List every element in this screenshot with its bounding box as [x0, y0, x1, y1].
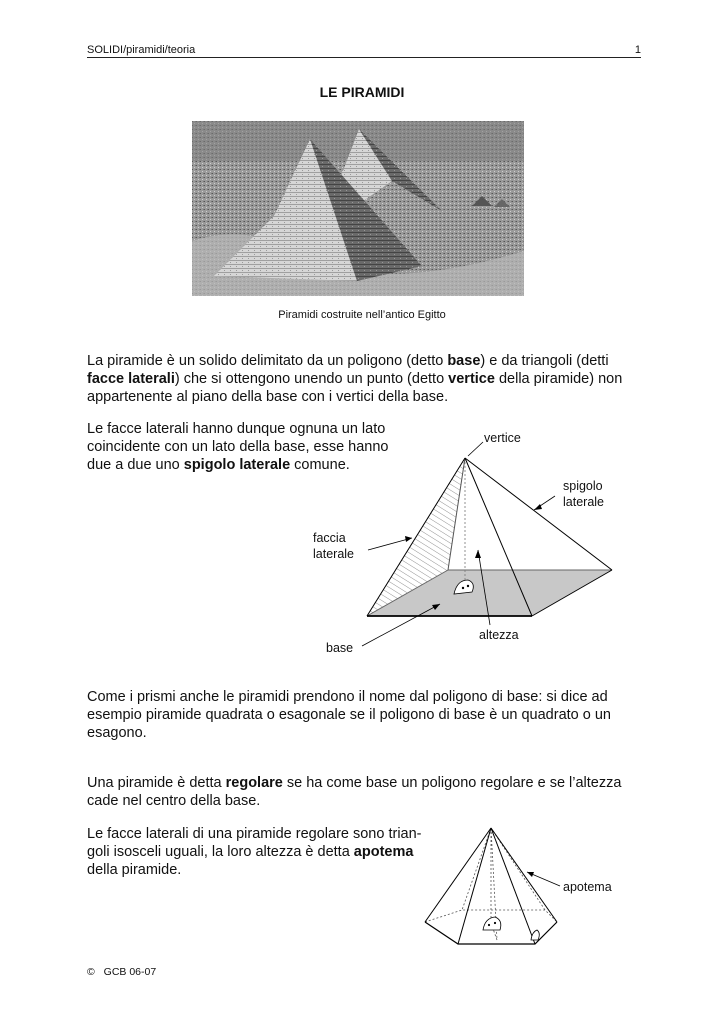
- photo-caption: Piramidi costruite nell’antico Egitto: [278, 309, 446, 321]
- header-rule: [87, 57, 641, 58]
- term-vertice: vertice: [448, 371, 495, 387]
- label-altezza: altezza: [479, 628, 519, 642]
- label-apotema: apotema: [563, 880, 612, 894]
- label-spigolo: spigolo: [563, 479, 603, 493]
- term-regolare: regolare: [225, 775, 283, 791]
- pyramids-photo: [192, 121, 524, 296]
- regular-paragraph: Una piramide è detta regolare se ha come base un poligono regolare e se l’altezza cade nel centro della base.: [87, 775, 622, 809]
- label-laterale: laterale: [563, 495, 604, 509]
- term-base: base: [447, 353, 481, 369]
- page-number: 1: [634, 44, 641, 56]
- apothem-paragraph: Le facce laterali di una piramide regolare sono trian-goli isosceli uguali, la loro altezza è detta apotema della piramide.: [87, 826, 422, 878]
- page-title: LE PIRAMIDI: [319, 84, 405, 100]
- header-path: SOLIDI/piramidi/teoria: [87, 44, 196, 56]
- intro-paragraph: La piramide è un solido delimitato da un poligono (detto base) e da triangoli (detti facce laterali) che si ottengono unendo un punto (detto vertice della piramide) non appartenente al piano della base con i vertici della base.: [87, 353, 623, 405]
- faces-paragraph: Le facce laterali hanno dunque ognuna un lato coincidente con un lato della base, esse hanno due a due uno spigolo laterale comune.: [87, 421, 389, 473]
- footer-text: GCB 06-07: [103, 966, 157, 978]
- copyright-symbol: ©: [87, 966, 95, 978]
- label-faccia-laterale: laterale: [313, 547, 354, 561]
- label-base: base: [326, 641, 354, 655]
- footer: [87, 966, 156, 978]
- label-faccia: faccia: [313, 531, 346, 545]
- term-facce-laterali: facce laterali: [87, 371, 175, 387]
- term-spigolo-laterale: spigolo laterale: [183, 457, 291, 473]
- prisms-paragraph: Come i prismi anche le piramidi prendono il nome dal poligono di base: si dice ad esempio piramide quadrata o esagonale se il poligono di base è un quadrato o un esagono.: [87, 689, 611, 741]
- pyramid-diagram: [300, 420, 640, 670]
- label-vertice: vertice: [484, 431, 521, 445]
- term-apotema: apotema: [353, 844, 414, 860]
